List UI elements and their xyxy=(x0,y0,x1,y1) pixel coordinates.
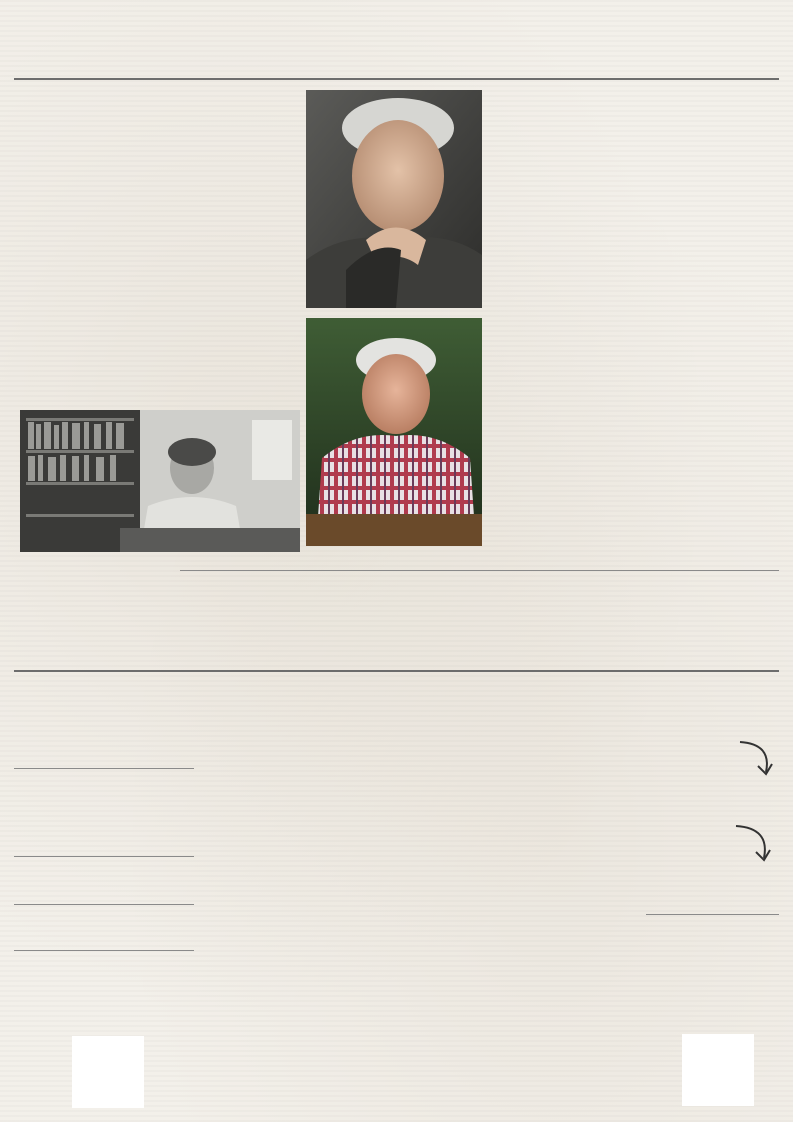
left-divider-1 xyxy=(14,768,194,769)
portrait-photo-thinking xyxy=(306,90,482,308)
left-divider-4 xyxy=(14,950,194,951)
quote-bottom-divider xyxy=(14,670,779,672)
left-divider-2 xyxy=(14,856,194,857)
talent-qr-code-icon[interactable] xyxy=(682,1034,754,1106)
right-divider xyxy=(646,914,779,915)
quote-text xyxy=(200,580,776,642)
left-divider-3 xyxy=(14,904,194,905)
header-divider xyxy=(14,78,779,80)
read-online-link[interactable] xyxy=(10,780,200,786)
curved-arrow-icon xyxy=(730,816,780,866)
self-check-link[interactable] xyxy=(656,680,780,688)
quote-top-divider xyxy=(180,570,779,571)
portrait-photo-desk xyxy=(20,410,300,552)
library-qr-code-icon[interactable] xyxy=(72,1036,144,1108)
curved-arrow-icon xyxy=(736,734,782,780)
portrait-photo-smiling xyxy=(306,318,482,546)
